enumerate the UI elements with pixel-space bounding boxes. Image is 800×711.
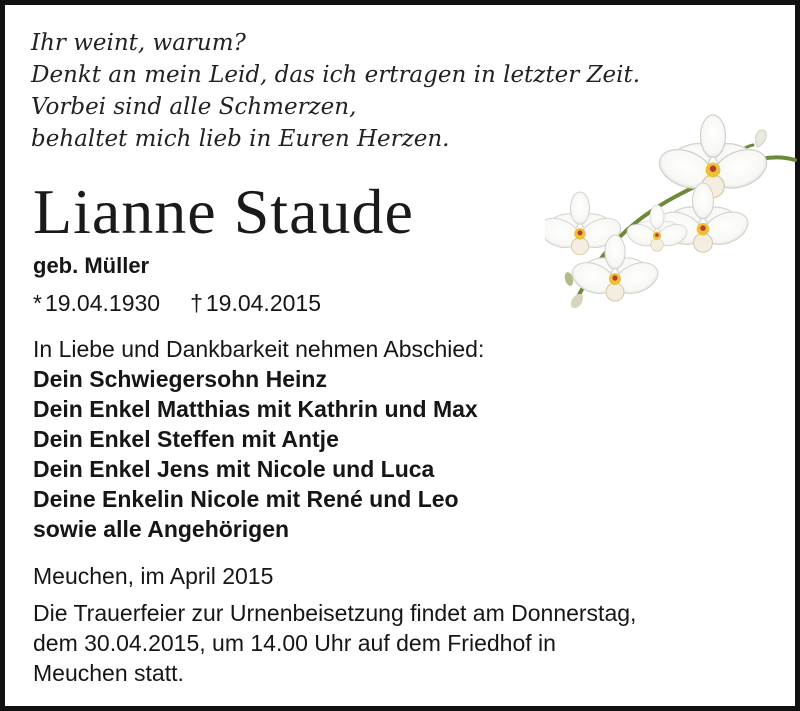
white-orchid-icon [545,95,800,320]
poem-line: Vorbei sind alle Schmerzen, [31,94,357,120]
life-dates [33,290,321,317]
poem-line: Denkt an mein Leid, das ich ertragen in letzter Zeit. [31,62,641,88]
mourner-line: Dein Schwiegersohn Heinz [33,366,327,392]
ceremony-info [33,598,763,688]
death-cross-icon: † [190,290,203,316]
birth-date: 19.04.1930 [44,290,161,316]
mourner-line: Dein Enkel Steffen mit Antje [33,426,339,452]
maiden-name: geb. Müller [33,253,150,278]
farewell-intro: In Liebe und Dankbarkeit nehmen Abschied: [33,336,485,362]
mourner-line: Dein Enkel Jens mit Nicole und Luca [33,456,435,482]
death-date: 19.04.2015 [205,290,321,316]
mourner-line: Deine Enkelin Nicole mit René und Leo [33,486,459,512]
ceremony-line: dem 30.04.2015, um 14.00 Uhr auf dem Friedhof in [33,630,556,656]
mourner-line: sowie alle Angehörigen [33,516,290,542]
ceremony-line: Die Trauerfeier zur Urnenbeisetzung findet am Donnerstag, [33,600,637,626]
poem-line: Ihr weint, warum? [31,30,246,56]
deceased-name: Lianne Staude [33,176,414,247]
mourner-line: Dein Enkel Matthias mit Kathrin und Max [33,396,478,422]
poem-line: behaltet mich lieb in Euren Herzen. [31,126,450,152]
ceremony-line: Meuchen statt. [33,660,184,686]
farewell-block [33,334,484,544]
place-and-date: Meuchen, im April 2015 [33,563,274,589]
birth-symbol: * [33,290,42,316]
